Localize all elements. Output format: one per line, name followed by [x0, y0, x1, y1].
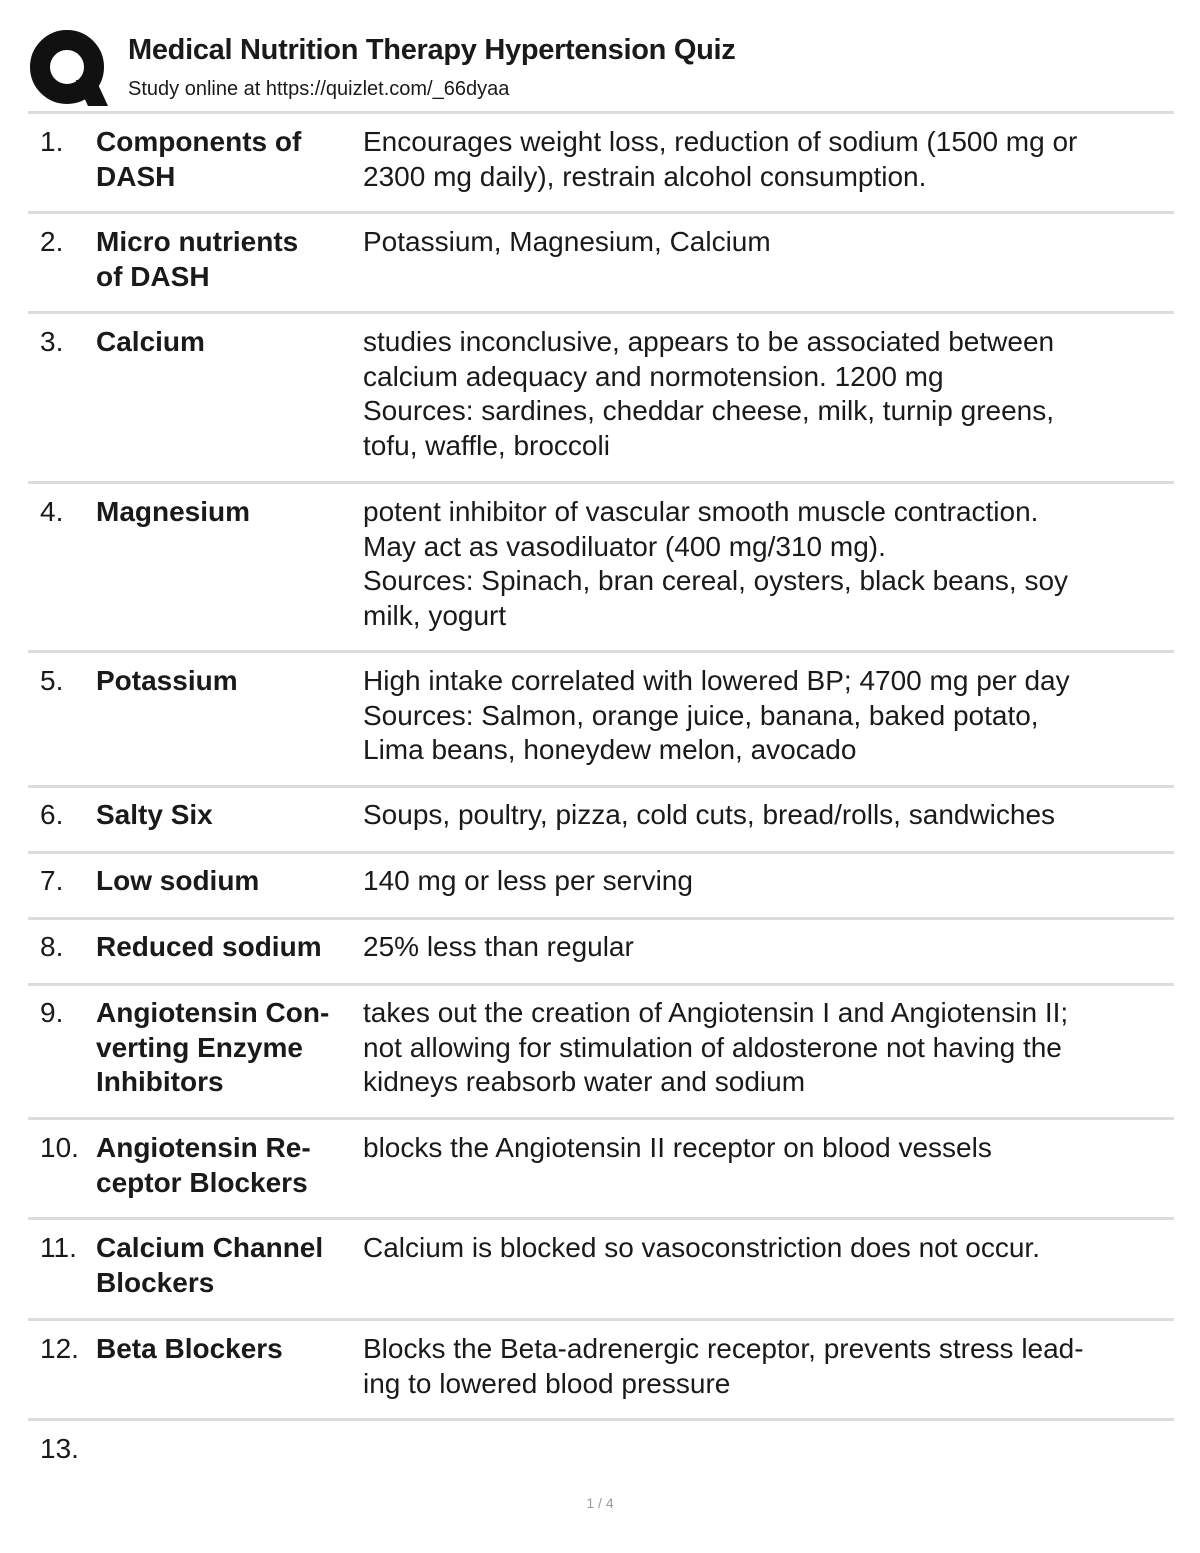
divider: [28, 481, 1174, 484]
card-number: 7.: [40, 865, 64, 896]
card-definition: Encourages weight loss, reduction of sodium (1500 mg or 2300 mg daily), restrain alcohol consumption.: [363, 126, 1078, 192]
divider: [28, 917, 1174, 920]
card-number: 1.: [40, 126, 64, 157]
divider: [28, 650, 1174, 653]
card-definition: Soups, poultry, pizza, cold cuts, bread/rolls, sandwiches: [363, 799, 1056, 830]
page-indicator: 1 / 4: [586, 1495, 614, 1511]
card-number: 5.: [40, 665, 64, 696]
card-term: Angiotensin Re- ceptor Blockers: [96, 1132, 311, 1198]
divider: [28, 1418, 1174, 1421]
divider: [28, 1217, 1174, 1220]
divider: [28, 1318, 1174, 1321]
card-term: Reduced sodium: [96, 931, 322, 962]
card-definition: blocks the Angiotensin II receptor on blood vessels: [363, 1132, 992, 1163]
divider: [28, 983, 1174, 986]
card-number: 2.: [40, 226, 64, 257]
card-definition: Blocks the Beta-adrenergic receptor, prevents stress lead- ing to lowered blood pressure: [363, 1333, 1084, 1399]
quizlet-logo-icon: [30, 30, 108, 108]
card-definition: takes out the creation of Angiotensin I and Angiotensin II; not allowing for stimulation of aldosterone not having the kidneys reabsorb water and sodium: [363, 997, 1069, 1097]
page-header: [28, 28, 1174, 110]
card-number: 6.: [40, 799, 64, 830]
card-number: 3.: [40, 326, 64, 357]
study-online-link[interactable]: Study online at https://quizlet.com/_66dyaa: [128, 78, 510, 100]
divider: [28, 211, 1174, 214]
card-term: Components of DASH: [96, 126, 302, 192]
card-number: 11.: [40, 1232, 77, 1263]
card-number: 10.: [40, 1132, 79, 1163]
card-term: Salty Six: [96, 799, 213, 830]
card-definition: Calcium is blocked so vasoconstriction does not occur.: [363, 1232, 1040, 1263]
divider: [28, 111, 1174, 114]
divider: [28, 851, 1174, 854]
card-definition: Potassium, Magnesium, Calcium: [363, 226, 771, 257]
card-definition: 140 mg or less per serving: [363, 865, 693, 896]
card-term: Low sodium: [96, 865, 260, 896]
page-title: Medical Nutrition Therapy Hypertension Quiz: [128, 34, 736, 66]
card-definition: potent inhibitor of vascular smooth muscle contraction. May act as vasodiluator (400 mg/310 mg). Sources: Spinach, bran cereal, oysters, black beans, soy milk, yogurt: [363, 496, 1069, 631]
card-term: Calcium: [96, 326, 205, 357]
divider: [28, 785, 1174, 788]
card-number: 13.: [40, 1433, 79, 1464]
card-definition: High intake correlated with lowered BP; 4700 mg per day Sources: Salmon, orange juice, banana, baked potato, Lima beans, honeydew melon, avocado: [363, 665, 1070, 765]
card-term: Magnesium: [96, 496, 251, 527]
divider: [28, 311, 1174, 314]
card-definition: 25% less than regular: [363, 931, 634, 962]
card-number: 12.: [40, 1333, 79, 1364]
card-number: 4.: [40, 496, 64, 527]
card-term: Potassium: [96, 665, 238, 696]
card-term: Calcium Channel Blockers: [96, 1232, 324, 1298]
card-number: 8.: [40, 931, 64, 962]
card-number: 9.: [40, 997, 64, 1028]
card-term: Beta Blockers: [96, 1333, 283, 1364]
card-definition: studies inconclusive, appears to be associated between calcium adequacy and normotension. 1200 mg Sources: sardines, cheddar cheese, milk, turnip greens, tofu, waffle, broccoli: [363, 326, 1055, 461]
card-term: Angiotensin Con- verting Enzyme Inhibitors: [96, 997, 330, 1097]
divider: [28, 1117, 1174, 1120]
card-term: Micro nutrients of DASH: [96, 226, 299, 292]
